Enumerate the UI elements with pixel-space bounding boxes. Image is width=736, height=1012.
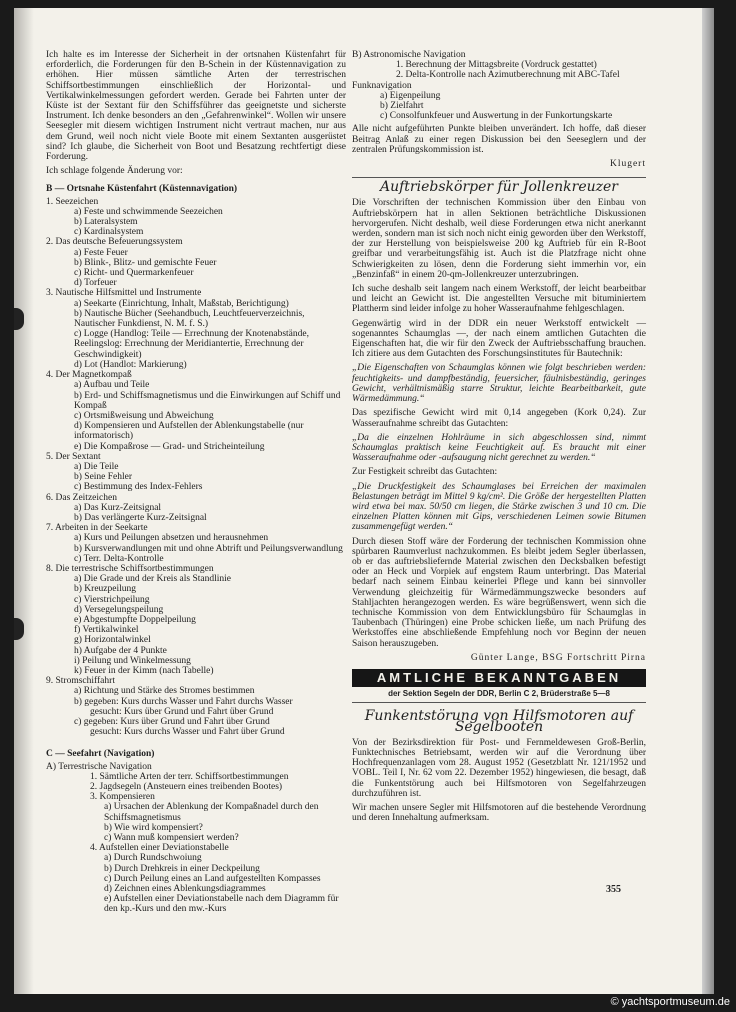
left-column	[46, 50, 346, 915]
list-item: a) Aufbau und Teile	[74, 380, 150, 391]
list-item: c) Logge (Handlog: Teile — Errechnung der Knotenabstände, Reelingslog: Errechnung der Meridiantertie, Errechnung der Geschwindigkeit)	[74, 329, 309, 360]
list-item: e) Die Kompaßrose — Grad- und Stricheinteilung	[74, 441, 265, 452]
list-item: A) Terrestrische Navigation	[46, 761, 152, 772]
list-item: 4. Der Magnetkompaß	[46, 370, 132, 381]
list-item: 7. Arbeiten in der Seekarte	[46, 523, 148, 534]
list-item: a) Die Grade und der Kreis als Standlinie	[74, 574, 231, 585]
article-paragraph: Ich suche deshalb seit langem nach einem Werkstoff, der leicht bearbeitbar und leicht an Gewicht ist. Die angestellten Versuche mit bituminiertem Plattherm sind leider infolge zu hoher Wasseraufnahme fehlgeschlagen.	[352, 284, 646, 315]
list-item: b) Kursverwandlungen mit und ohne Abtrift und Peilungsverwandlung	[74, 543, 343, 554]
list-item: b) Seine Fehler	[74, 472, 133, 483]
list-item: e) Abgestumpfte Doppelpeilung	[74, 614, 196, 625]
banner-subtitle: der Sektion Segeln der DDR, Berlin C 2, Brüderstraße 5—8	[352, 687, 646, 703]
proposal-line: Ich schlage folgende Änderung vor:	[46, 166, 183, 177]
list-item: k) Feuer in der Kimm (nach Tabelle)	[74, 665, 214, 676]
list-item: gesucht: Kurs über Grund und Fahrt über Grund	[90, 706, 274, 717]
list-item: b) Durch Drehkreis in einer Deckpeilung	[104, 863, 260, 874]
page-edge-strip	[702, 8, 714, 994]
intro-paragraph: Ich halte es im Interesse der Sicherheit in der ortsnahen Küstenfahrt für erforderlich, die Forderungen für den B-Schein in der Küstennavigation zu erhöhen. Hier müssen sämtliche Arten der terrestrischen Schiffsortbestimmungen einschließlich der Horizontal- und Vertikalwinkelmessungen gefordert werden. Gerade bei Fahrten unter der Küste ist der Sextant für den Schiffsführer das geeignetste und sicherste Instrument. Ich denke besonders an den „Gefahrenwinkel“. Wollen wir unsere Seesegler mit diesem wichtigen Instrument nicht vertraut machen, nur aus dem Grund, weil noch nicht viele Boote mit einem Sextanten ausgerüstet sind? Ich glaube, die Sicherheit von Boot und Besatzung rechtfertigt diese Forderung.	[46, 50, 346, 163]
list-item: a) Ursachen der Ablenkung der Kompaßnadel durch den Schiffsmagnetismus	[104, 802, 319, 823]
list-item: b) Lateralsystem	[74, 217, 138, 228]
list-item: c) Consolfunkfeuer und Auswertung in der Funkortungskarte	[380, 111, 613, 122]
article-author: Günter Lange, BSG Fortschritt Pirna	[470, 652, 646, 663]
closing-paragraph: Alle nicht aufgeführten Punkte bleiben unverändert. Ich hoffe, daß dieser Beitrag Anlaß zu einer regen Diskussion bei den Seeseglern und der zentralen Prüfungskommission ist.	[352, 124, 646, 155]
watermark: © yachtsportmuseum.de	[610, 996, 730, 1008]
list-item: B) Astronomische Navigation	[352, 50, 466, 60]
list-item: c) Wann muß kompensiert werden?	[104, 833, 239, 844]
list-item: a) Durch Rundschwoiung	[104, 853, 202, 864]
list-item: a) Kurs und Peilungen absetzen und herausnehmen	[74, 533, 269, 544]
list-item: c) Kardinalsystem	[74, 227, 144, 238]
list-item: d) Kompensieren und Aufstellen der Ablenkungstabelle (nur informatorisch)	[74, 421, 304, 442]
list-item: 6. Das Zeitzeichen	[46, 492, 117, 503]
section-c-list	[46, 762, 346, 915]
list-item: c) Vierstrichpeilung	[74, 594, 150, 605]
list-item: e) Aufstellen einer Deviationstabelle nach dem Diagramm für den kp.-Kurs und den mw.-Kurs	[104, 894, 339, 915]
list-item: b) Nautische Bücher (Seehandbuch, Leuchtfeuerverzeichnis, Nautischer Funkdienst, N. M. f. S.)	[74, 308, 305, 330]
list-item: b) gegeben: Kurs durchs Wasser und Fahrt durchs Wasser	[74, 696, 293, 707]
astro-navigation-list	[352, 50, 646, 81]
article-quote-2: „Da die einzelnen Hohlräume in sich abgeschlossen sind, nimmt Schaumglas praktisch keine Feuchtigkeit auf. Es braucht mit einer Wasseraufnahme oder -aufsaugung nicht gerechnet zu werden.“	[352, 432, 646, 464]
list-item: i) Peilung und Winkelmessung	[74, 655, 191, 666]
radio-navigation-list	[352, 81, 646, 122]
list-item: c) Richt- und Quermarkenfeuer	[74, 268, 194, 279]
list-item: d) Zeichnen eines Ablenkungsdiagrammes	[104, 884, 266, 895]
list-item: c) gegeben: Kurs über Grund und Fahrt über Grund	[74, 717, 270, 727]
list-item: gesucht: Kurs durchs Wasser und Fahrt über Grund	[90, 727, 285, 738]
list-item: h) Aufgabe der 4 Punkte	[74, 645, 167, 656]
section-b-list	[46, 197, 346, 738]
binding-shadow	[14, 8, 34, 994]
article-paragraph: Gegenwärtig wird in der DDR ein neuer Werkstoff entwickelt — sogenanntes Schaumglas —, der nach einem amtlichen Gutachten die Eigenschaften hat, die wir für den Zweck der Auftriebsschaffung brauchen. Ich zitiere aus dem Gutachten des Forschungsinstitutes für Bautechnik:	[352, 318, 646, 360]
magazine-page	[14, 8, 714, 994]
article-final-paragraph: Durch diesen Stoff wäre der Forderung der technischen Kommission ohne spürbaren Raumverlust nachzukommen. Es bleibt jedem Segler überlassen, ob er das auftriebsliefernde Material zwischen den Decksbalken befestigt oder an Heck und Vorpiek auf engstem Raum unterbringt. Das Material bedarf nach seinem Einbau keinerlei Pflege und kann bei sinnvoller Verwendung gleichzeitig für Wärmedämmungszwecke besonders auf Stahljachten herangezogen werden. Es wäre begrüßenswert, wenn sich die technische Kommission von dem Entwicklungsbüro für Schaumglas in Taubenbach (Thüringen) eine Probe schicken ließe, um nach Prüfung des Werkstoffes eine abschließende Empfehlung noch vor Beginn der neuen Saison herauszugeben.	[352, 536, 646, 649]
list-item: d) Versegelungspeilung	[74, 604, 164, 615]
list-item: c) Ortsmißweisung und Abweichung	[74, 410, 214, 421]
closing-author: Klugert	[609, 159, 646, 170]
list-item: f) Vertikalwinkel	[74, 625, 139, 636]
list-item: c) Bestimmung des Index-Fehlers	[74, 482, 203, 493]
list-item: a) Richtung und Stärke des Stromes bestimmen	[74, 686, 255, 697]
list-item: 3. Nautische Hilfsmittel und Instrumente	[46, 288, 202, 299]
list-item: a) Die Teile	[74, 461, 119, 472]
list-item: a) Feste und schwimmende Seezeichen	[74, 206, 223, 217]
list-item: 9. Stromschiffahrt	[46, 676, 115, 687]
official-announcements-banner: AMTLICHE BEKANNTGABEN	[352, 669, 646, 687]
page-number: 355	[606, 884, 621, 895]
article-paragraph: Die Vorschriften der technischen Kommission über den Einbau von Auftriebskörpern hat in allen Sektionen beträchtliche Diskussionen hervorgerufen. Nicht deshalb, weil diese Forderungen etwa nicht anerkannt werden, sondern man ist sich noch nicht einig geworden über den Werkstoff, der zur Herstellung von beispielsweise 200 kg Auftrieb für ein R-Boot greifbar und verarbeitungsfähig ist. Auch ist die Platzfrage nicht ohne Schwierigkeiten zu lösen, denn die Forderung sieht immerhin vor, ein „Benzinfaß“ in einem 20-qm-Jollenkreuzer unterzubringen.	[352, 198, 646, 280]
list-item: b) Erd- und Schiffsmagnetismus und die Einwirkungen auf Schiff und Kompaß	[74, 390, 341, 411]
article-weight-line: Das spezifische Gewicht wird mit 0,14 angegeben (Kork 0,24). Zur Wasseraufnahme schreibt das Gutachten:	[352, 408, 646, 429]
article-quote-1: „Die Eigenschaften von Schaumglas können wie folgt beschrieben werden: feuchtigkeits- und dampfbeständig, feuersicher, fäulnisbeständig, geringes Gewicht, verhältnismäßig starre Struktur, leichte Bearbeitbarkeit, gute Wärmedämmung.“	[352, 363, 646, 405]
list-item: b) Das verlängerte Kurz-Zeitsignal	[74, 512, 207, 523]
list-item: 2. Jagdsegeln (Ansteuern eines treibenden Bootes)	[90, 782, 283, 793]
article-strength-line: Zur Festigkeit schreibt das Gutachten:	[352, 467, 498, 478]
notice-title: Funkentstörung von Hilfsmotoren auf Segelbooten	[364, 708, 634, 735]
list-item: 2. Das deutsche Befeuerungssystem	[46, 237, 183, 248]
list-item: b) Kreuzpeilung	[74, 584, 136, 595]
list-item: a) Feste Feuer	[74, 247, 128, 258]
notice-paragraph-2: Wir machen unsere Segler mit Hilfsmotoren auf die bestehende Verordnung und deren Innehaltung aufmerksam.	[352, 803, 646, 824]
list-item: g) Horizontalwinkel	[74, 635, 151, 646]
list-item: b) Wie wird kompensiert?	[104, 822, 203, 833]
article-body	[352, 198, 646, 359]
list-item: 4. Aufstellen einer Deviationstabelle	[90, 843, 229, 854]
section-b-heading: B — Ortsnahe Küstenfahrt (Küstennavigation)	[46, 184, 238, 195]
article-title: Auftriebskörper für Jollenkreuzer	[352, 177, 646, 192]
list-item: 8. Die terrestrische Schiffsortbestimmungen	[46, 563, 214, 574]
list-item: c) Terr. Delta-Kontrolle	[74, 553, 164, 564]
article-quote-3: „Die Druckfestigkeit des Schaumglases bei Erreichen der maximalen Belastungen beträgt im Mittel 9 kg/cm². Die Größe der hergestellten Platten wird etwa bei max. 50/50 cm liegen, die Stärke zwischen 3 und 10 cm. Die einzelnen Platten können mit Gips, verschiedenen Leimen sowie Bitumen zusammengefügt werden.“	[352, 481, 646, 533]
list-item: a) Seekarte (Einrichtung, Inhalt, Maßstab, Berichtigung)	[74, 298, 289, 309]
section-c-heading: C — Seefahrt (Navigation)	[46, 749, 155, 760]
list-item: c) Durch Peilung eines an Land aufgestellten Kompasses	[104, 873, 321, 884]
list-item: b) Zielfahrt	[380, 101, 424, 112]
list-item: 5. Der Sextant	[46, 451, 101, 462]
list-item: 1. Sämtliche Arten der terr. Schiffsortbestimmungen	[90, 771, 289, 782]
list-item: b) Blink-, Blitz- und gemischte Feuer	[74, 257, 217, 268]
list-item: Funknavigation	[352, 80, 412, 91]
list-item: 1. Seezeichen	[46, 196, 99, 207]
list-item: 2. Delta-Kontrolle nach Azimutberechnung mit ABC-Tafel	[396, 70, 620, 81]
list-item: 3. Kompensieren	[90, 792, 155, 803]
list-item: a) Eigenpeilung	[380, 90, 441, 101]
list-item: d) Lot (Handlot: Markierung)	[74, 359, 187, 370]
list-item: 1. Berechnung der Mittagsbreite (Vordruck gestattet)	[396, 60, 597, 71]
right-column	[352, 50, 646, 827]
list-item: d) Torfeuer	[74, 278, 117, 289]
notice-paragraph-1: Von der Bezirksdirektion für Post- und Fernmeldewesen Groß-Berlin, Funktechnisches Betriebsamt, werden wir auf die Verordnung über Hochfrequenzanlagen vom 28. August 1952 (Gesetzblatt Nr. 121/1952 und VOBL. Teil I, Nr. 62 vom 22. Dezember 1952) hingewiesen, die besagt, daß die Funkentstörung auch bei Hilfsmotoren von Segelfahrzeugen durchzuführen ist.	[352, 737, 646, 799]
list-item: a) Das Kurz-Zeitsignal	[74, 502, 162, 513]
